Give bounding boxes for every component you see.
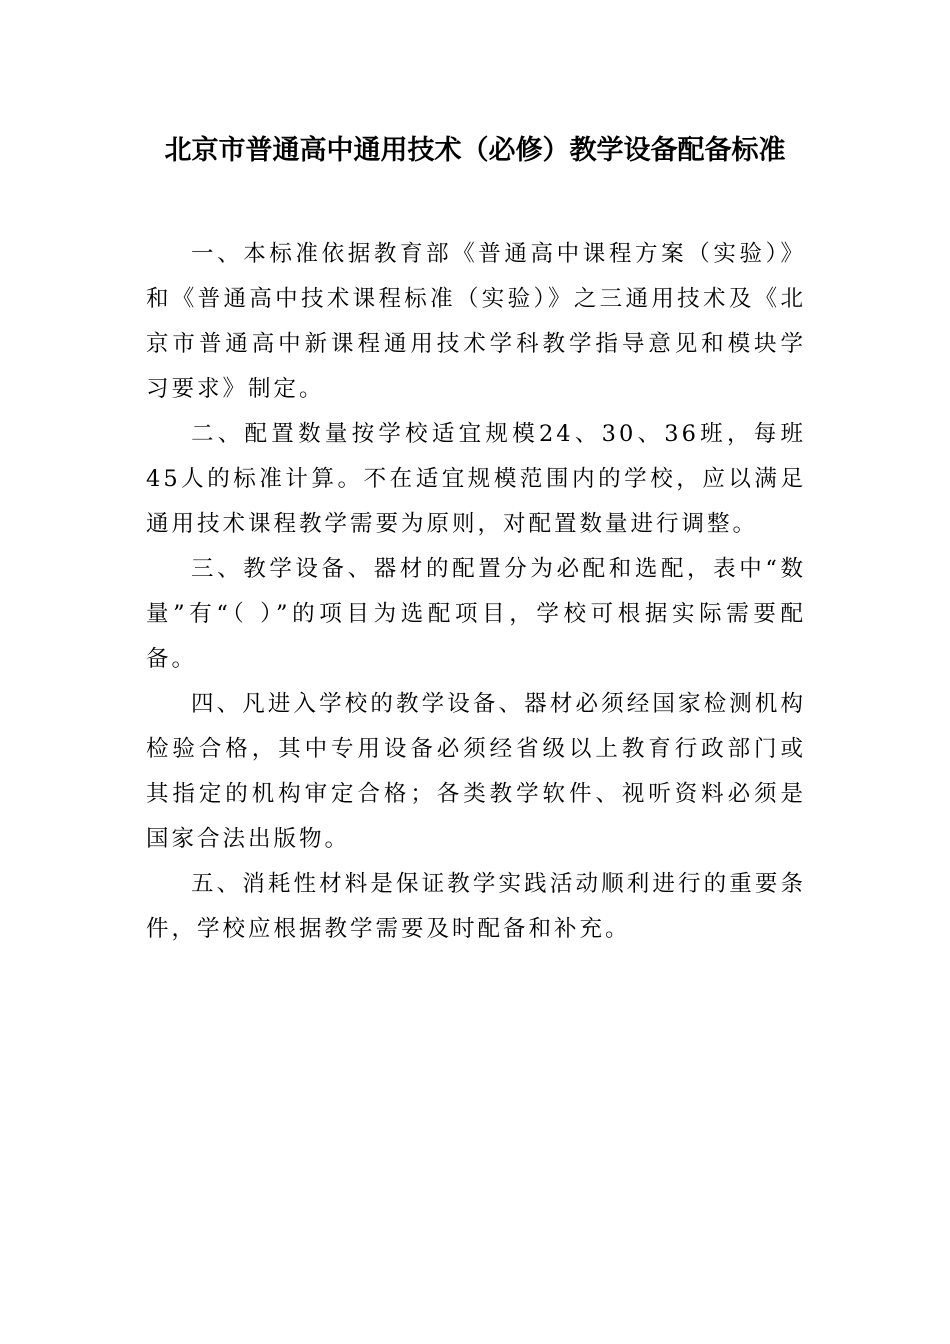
document-body bbox=[146, 232, 806, 952]
paragraph-4: 四、凡进入学校的教学设备、器材必须经国家检测机构检验合格，其中专用设备必须经省级以上教育行政部门或其指定的机构审定合格；各类教学软件、视听资料必须是国家合法出版物。 bbox=[146, 691, 806, 852]
paragraph-3: 三、教学设备、器材的配置分为必配和选配，表中“数量”有“（ ）”的项目为选配项目，学校可根据实际需要配备。 bbox=[146, 556, 806, 672]
paragraph-5: 五、消耗性材料是保证教学实践活动顺利进行的重要条件，学校应根据教学需要及时配备和补充。 bbox=[146, 871, 806, 942]
paragraph-2: 二、配置数量按学校适宜规模24、30、36班，每班45人的标准计算。不在适宜规模范围内的学校，应以满足通用技术课程教学需要为原则，对配置数量进行调整。 bbox=[146, 421, 806, 537]
document-title: 北京市普通高中通用技术（必修）教学设备配备标准 bbox=[164, 135, 786, 166]
paragraph-1: 一、本标准依据教育部《普通高中课程方案（实验）》和《普通高中技术课程标准（实验）》之三通用技术及《北京市普通高中新课程通用技术学科教学指导意见和模块学习要求》制定。 bbox=[146, 241, 806, 402]
